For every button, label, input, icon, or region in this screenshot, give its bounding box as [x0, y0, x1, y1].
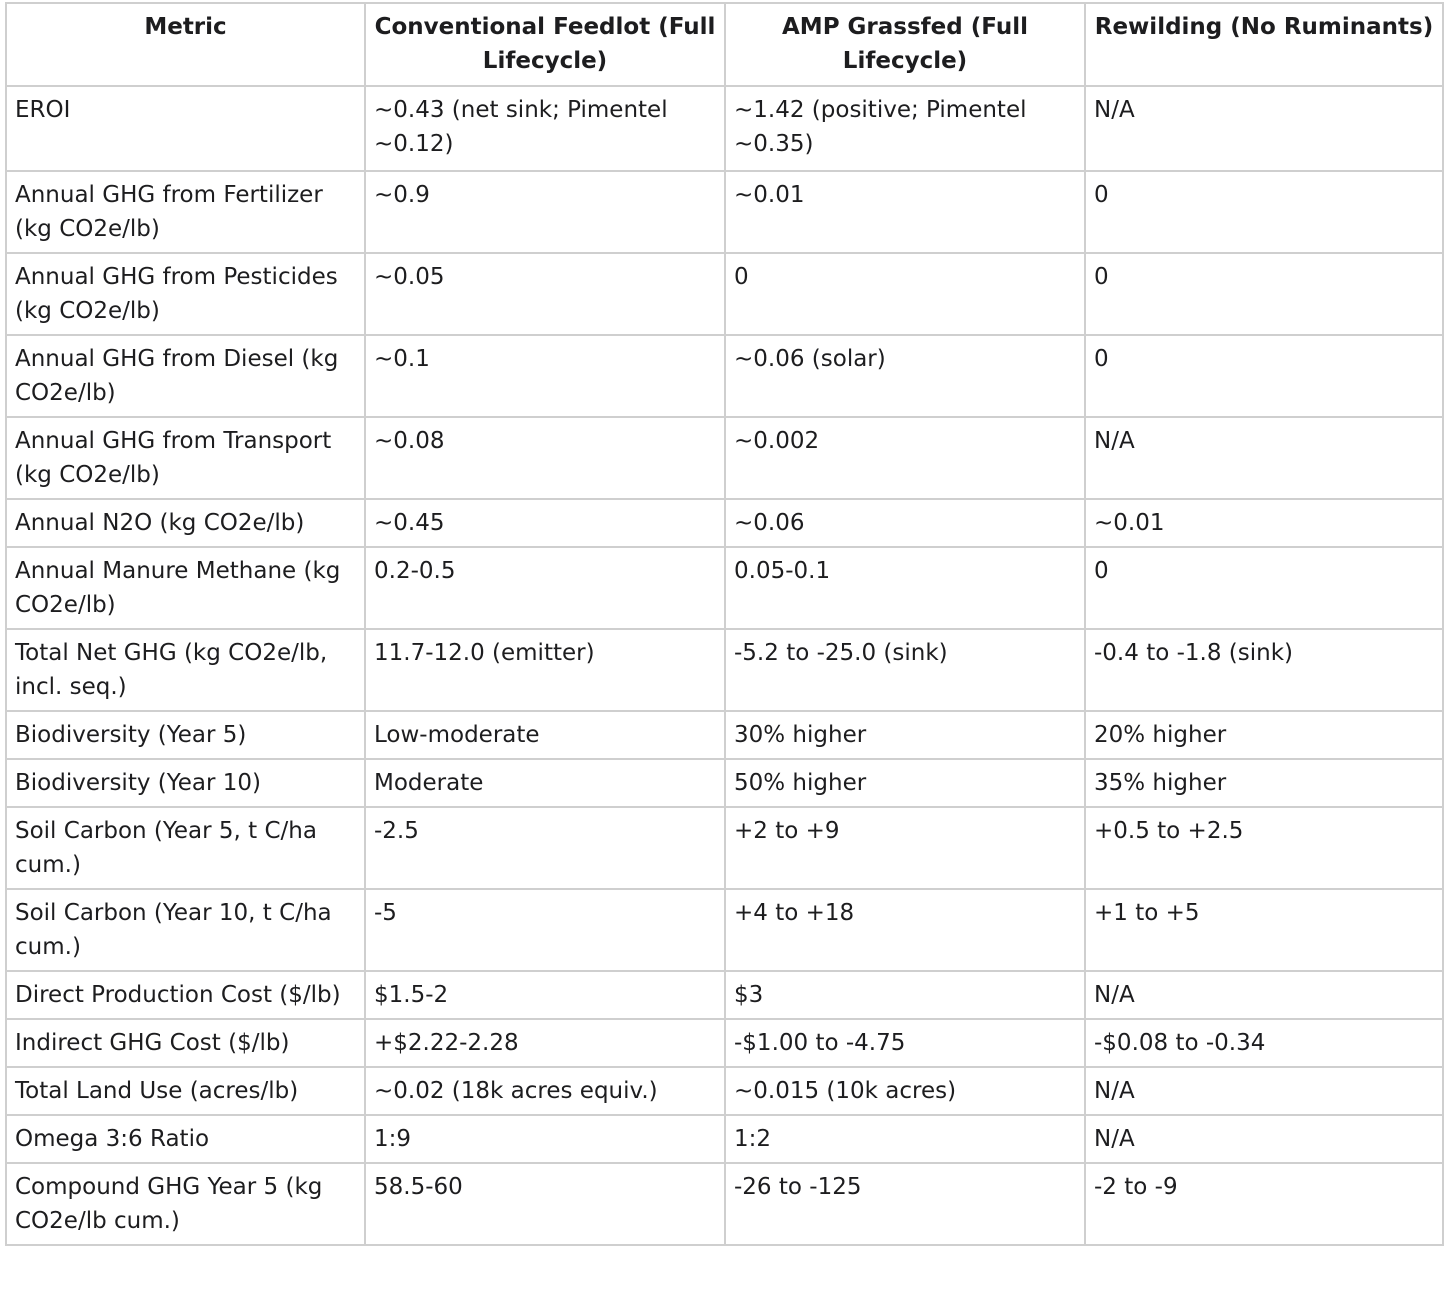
conventional-cell: ~0.43 (net sink; Pimentel ~0.12) [365, 86, 725, 171]
metric-cell: Annual GHG from Fertilizer (kg CO2e/lb) [6, 171, 365, 253]
rewilding-cell: ~0.01 [1085, 499, 1443, 547]
table-row [6, 1115, 1443, 1163]
rewilding-cell: -2 to -9 [1085, 1163, 1443, 1245]
table-row [6, 335, 1443, 417]
header-amp-grassfed: AMP Grassfed (Full Lifecycle) [725, 3, 1085, 86]
conventional-cell: -5 [365, 889, 725, 971]
conventional-cell: Moderate [365, 759, 725, 807]
table-row [6, 759, 1443, 807]
header-metric: Metric [6, 3, 365, 86]
grassfed-cell: 0 [725, 253, 1085, 335]
metric-cell: Indirect GHG Cost ($/lb) [6, 1019, 365, 1067]
metric-cell: Biodiversity (Year 5) [6, 711, 365, 759]
grassfed-cell: -26 to -125 [725, 1163, 1085, 1245]
metric-cell: Direct Production Cost ($/lb) [6, 971, 365, 1019]
rewilding-cell: 0 [1085, 547, 1443, 629]
table-row [6, 1019, 1443, 1067]
metric-cell: Compound GHG Year 5 (kg CO2e/lb cum.) [6, 1163, 365, 1245]
conventional-cell: Low-moderate [365, 711, 725, 759]
grassfed-cell: ~0.015 (10k acres) [725, 1067, 1085, 1115]
grassfed-cell: -5.2 to -25.0 (sink) [725, 629, 1085, 711]
conventional-cell: 0.2-0.5 [365, 547, 725, 629]
rewilding-cell: N/A [1085, 86, 1443, 171]
table-row [6, 499, 1443, 547]
metric-cell: Annual GHG from Pesticides (kg CO2e/lb) [6, 253, 365, 335]
grassfed-cell: ~1.42 (positive; Pimentel ~0.35) [725, 86, 1085, 171]
table-row [6, 629, 1443, 711]
grassfed-cell: $3 [725, 971, 1085, 1019]
grassfed-cell: 1:2 [725, 1115, 1085, 1163]
grassfed-cell: ~0.002 [725, 417, 1085, 499]
comparison-table [5, 2, 1444, 1246]
conventional-cell: +$2.22-2.28 [365, 1019, 725, 1067]
rewilding-cell: N/A [1085, 1115, 1443, 1163]
grassfed-cell: +4 to +18 [725, 889, 1085, 971]
metric-cell: Annual N2O (kg CO2e/lb) [6, 499, 365, 547]
conventional-cell: 1:9 [365, 1115, 725, 1163]
metric-cell: Soil Carbon (Year 5, t C/ha cum.) [6, 807, 365, 889]
table-row [6, 417, 1443, 499]
conventional-cell: ~0.1 [365, 335, 725, 417]
conventional-cell: ~0.05 [365, 253, 725, 335]
table-row [6, 889, 1443, 971]
table-row [6, 1067, 1443, 1115]
table-row [6, 711, 1443, 759]
metric-cell: Total Land Use (acres/lb) [6, 1067, 365, 1115]
rewilding-cell: -$0.08 to -0.34 [1085, 1019, 1443, 1067]
table-row [6, 971, 1443, 1019]
grassfed-cell: ~0.01 [725, 171, 1085, 253]
rewilding-cell: N/A [1085, 417, 1443, 499]
rewilding-cell: +0.5 to +2.5 [1085, 807, 1443, 889]
conventional-cell: $1.5-2 [365, 971, 725, 1019]
metric-cell: EROI [6, 86, 365, 171]
rewilding-cell: -0.4 to -1.8 (sink) [1085, 629, 1443, 711]
table-row [6, 171, 1443, 253]
grassfed-cell: ~0.06 (solar) [725, 335, 1085, 417]
conventional-cell: -2.5 [365, 807, 725, 889]
table-row [6, 253, 1443, 335]
metric-cell: Annual GHG from Diesel (kg CO2e/lb) [6, 335, 365, 417]
metric-cell: Biodiversity (Year 10) [6, 759, 365, 807]
metric-cell: Annual GHG from Transport (kg CO2e/lb) [6, 417, 365, 499]
metric-cell: Omega 3:6 Ratio [6, 1115, 365, 1163]
conventional-cell: ~0.02 (18k acres equiv.) [365, 1067, 725, 1115]
grassfed-cell: +2 to +9 [725, 807, 1085, 889]
table-row [6, 86, 1443, 171]
rewilding-cell: N/A [1085, 1067, 1443, 1115]
rewilding-cell: 0 [1085, 335, 1443, 417]
conventional-cell: 11.7-12.0 (emitter) [365, 629, 725, 711]
grassfed-cell: 0.05-0.1 [725, 547, 1085, 629]
rewilding-cell: 0 [1085, 171, 1443, 253]
table-row [6, 1163, 1443, 1245]
grassfed-cell: -$1.00 to -4.75 [725, 1019, 1085, 1067]
conventional-cell: ~0.9 [365, 171, 725, 253]
metric-cell: Soil Carbon (Year 10, t C/ha cum.) [6, 889, 365, 971]
conventional-cell: 58.5-60 [365, 1163, 725, 1245]
header-row [6, 3, 1443, 86]
rewilding-cell: 20% higher [1085, 711, 1443, 759]
metric-cell: Total Net GHG (kg CO2e/lb, incl. seq.) [6, 629, 365, 711]
header-conventional-feedlot: Conventional Feedlot (Full Lifecycle) [365, 3, 725, 86]
rewilding-cell: 35% higher [1085, 759, 1443, 807]
rewilding-cell: N/A [1085, 971, 1443, 1019]
rewilding-cell: +1 to +5 [1085, 889, 1443, 971]
header-rewilding: Rewilding (No Ruminants) [1085, 3, 1443, 86]
metric-cell: Annual Manure Methane (kg CO2e/lb) [6, 547, 365, 629]
table-row [6, 807, 1443, 889]
grassfed-cell: ~0.06 [725, 499, 1085, 547]
conventional-cell: ~0.08 [365, 417, 725, 499]
grassfed-cell: 30% higher [725, 711, 1085, 759]
conventional-cell: ~0.45 [365, 499, 725, 547]
grassfed-cell: 50% higher [725, 759, 1085, 807]
table-row [6, 547, 1443, 629]
rewilding-cell: 0 [1085, 253, 1443, 335]
